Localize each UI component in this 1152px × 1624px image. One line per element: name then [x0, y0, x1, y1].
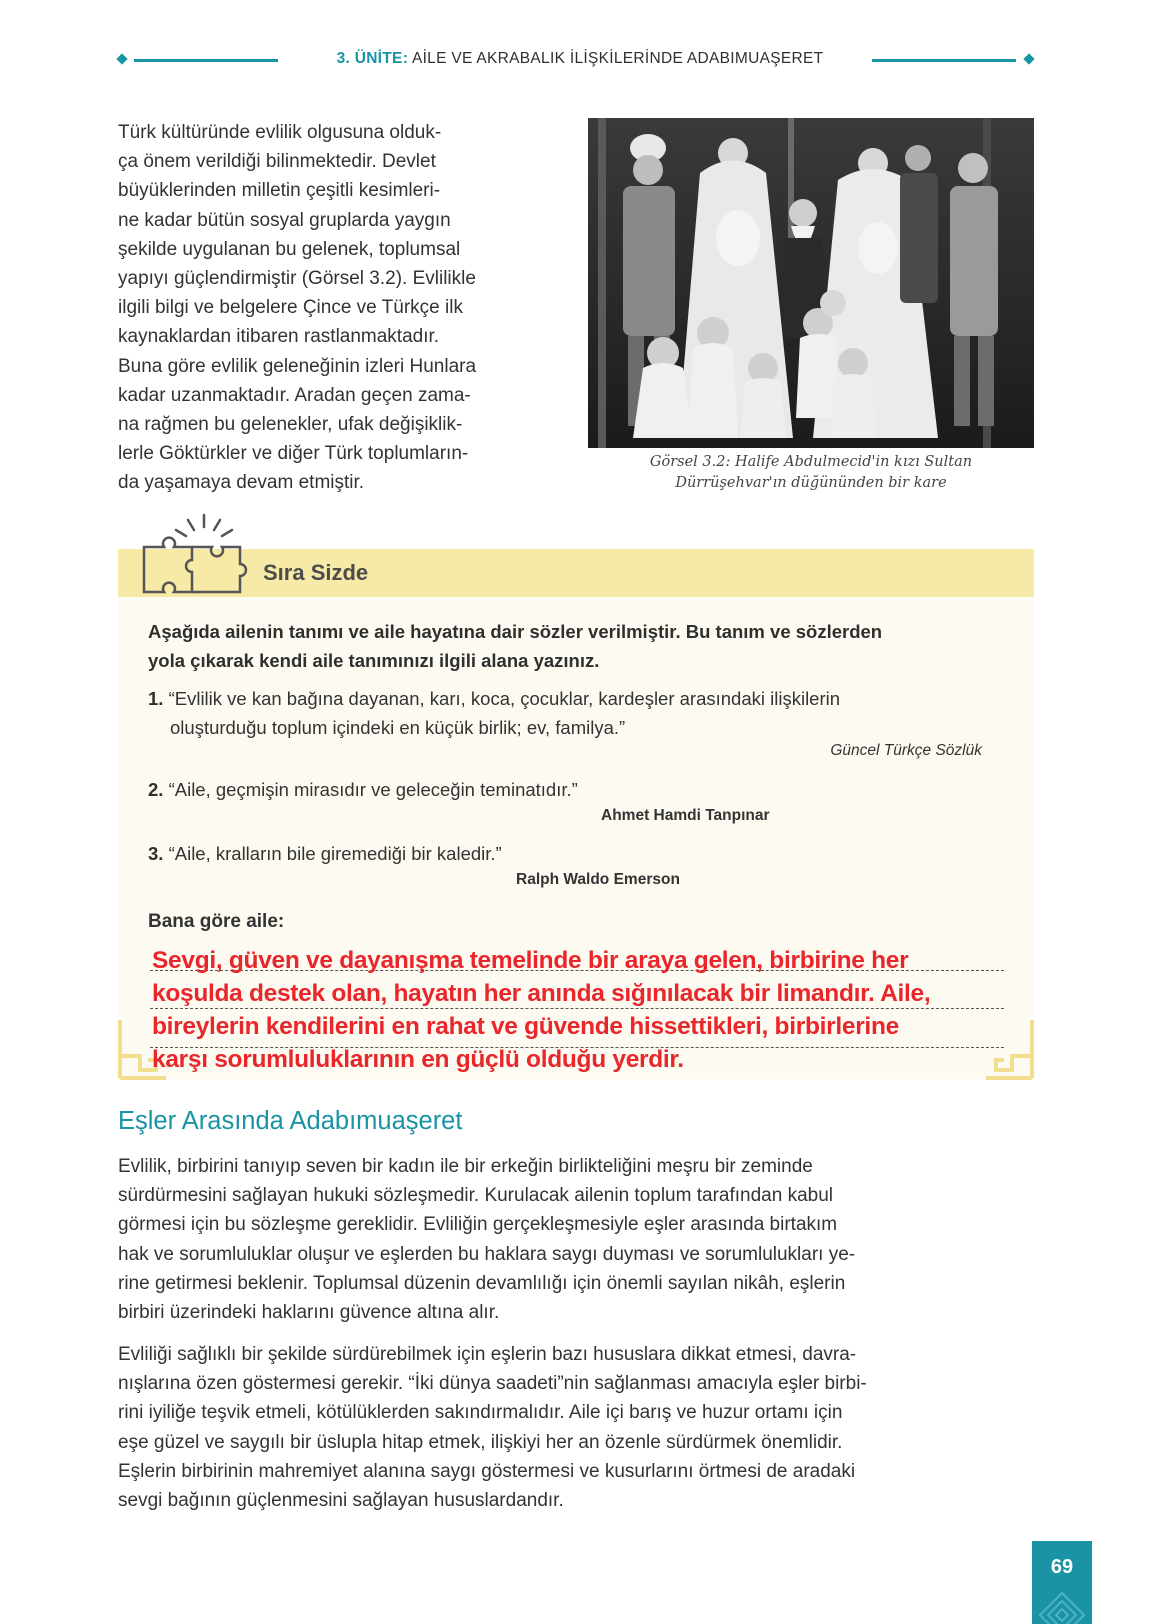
running-header — [290, 50, 870, 68]
intro-line: Türk kültüründe evlilik olgusuna olduk- — [118, 122, 442, 143]
ornament-icon — [1038, 1591, 1086, 1624]
header-diamond-right — [1023, 53, 1034, 64]
quote-source-1: Güncel Türkçe Sözlük — [830, 742, 982, 759]
item-number: 2. — [148, 779, 164, 800]
header-rule-right — [872, 59, 1016, 62]
quote-text-continued: oluşturduğu toplum içindeki en küçük birlik; ev, familya.” — [170, 717, 626, 738]
body-line: Evlilik, birbirini tanıyıp seven bir kadın ile bir erkeğin birlikteliğini meşru bir zeminde — [118, 1156, 813, 1177]
body-line: rine getirmesi beklenir. Toplumsal düzenin devamlılığı için önemli sayılan nikâh, eşlerin — [118, 1272, 846, 1294]
intro-line: da yaşamaya devam etmiştir. — [118, 472, 365, 494]
activity-title-band — [118, 549, 1034, 597]
body-paragraph-1 — [118, 1152, 1034, 1327]
page-number: 69 — [1050, 1556, 1074, 1578]
intro-line: şekilde uygulanan bu gelenek, toplumsal — [118, 238, 461, 260]
body-line: eşe güzel ve saygılı bir üslupla hitap etmek, ilişkiyi her an özenle sürdürmek önemlidir. — [118, 1431, 843, 1453]
intro-line: Buna göre evlilik geleneğinin izleri Hunlara — [118, 355, 477, 377]
section-heading: Eşler Arasında Adabımuaşeret — [118, 1107, 463, 1135]
intro-line: na rağmen bu gelenekler, ufak değişiklik- — [118, 414, 463, 436]
intro-line: ça önem verildiği bilinmektedir. Devlet — [118, 151, 436, 173]
figure-caption — [588, 452, 1034, 494]
quote-item-1 — [148, 684, 1008, 742]
page-number-tab — [1032, 1541, 1092, 1624]
item-number: 3. — [148, 843, 164, 864]
wedding-photo-illustration — [588, 118, 1034, 448]
activity-title: Sıra Sizde — [263, 560, 369, 585]
quote-item-3 — [148, 839, 502, 868]
intro-line: kadar uzanmaktadır. Aradan geçen zama- — [118, 384, 471, 406]
header-diamond-left — [116, 53, 127, 64]
handwritten-answer — [152, 944, 1032, 1076]
body-line: sürdürmesini sağlayan hukuki sözleşmedir. Kurulacak ailenin toplum tarafından kabul — [118, 1185, 833, 1207]
intro-line: lerle Göktürkler ve diğer Türk toplumların- — [118, 443, 469, 465]
instruction-line: Aşağıda ailenin tanımı ve aile hayatına dair sözler verilmiştir. Bu tanım ve sözlerden — [148, 621, 883, 642]
body-line: Evliliği sağlıklı bir şekilde sürdürebilmek için eşlerin bazı hususlara dikkat etmesi, davra- — [118, 1344, 857, 1365]
answer-prompt: Bana göre aile: — [148, 911, 285, 932]
quote-source-3: Ralph Waldo Emerson — [516, 871, 680, 888]
unit-title: AİLE VE AKRABALIK İLİŞKİLERİNDE ADABIMUAŞERET — [411, 50, 824, 67]
intro-line: kaynaklardan itibaren rastlanmaktadır. — [118, 326, 440, 348]
answer-line-text: koşulda destek olan, hayatın her anında sığınılacak bir limandır. Aile, — [152, 980, 931, 1007]
quote-text: “Aile, geçmişin mirasıdır ve geleceğin teminatıdır.” — [168, 779, 578, 800]
activity-instructions — [148, 617, 1008, 675]
intro-line: yapıyı güçlendirmiştir (Görsel 3.2). Evlilikle — [118, 268, 476, 290]
body-line: nışlarına özen göstermesi gerekir. “İki dünya saadeti”nin sağlanması amacıyla eşler birbi- — [118, 1373, 867, 1395]
item-number: 1. — [148, 688, 164, 709]
body-line: birbiri üzerindeki haklarını güvence altına alır. — [118, 1302, 500, 1324]
answer-line-text: bireylerin kendilerini en rahat ve güvende hissettikleri, birbirlerine — [152, 1013, 899, 1040]
puzzle-icon — [140, 512, 252, 604]
answer-line-text: karşı sorumluluklarının en güçlü olduğu yerdir. — [152, 1046, 684, 1073]
quote-text: “Aile, kralların bile giremediği bir kaledir.” — [168, 843, 502, 864]
answer-line-text: Sevgi, güven ve dayanışma temelinde bir araya gelen, birbirine her — [152, 947, 909, 974]
body-line: sevgi bağının güçlenmesini sağlayan hususlardandır. — [118, 1490, 564, 1512]
quote-text: “Evlilik ve kan bağına dayanan, karı, koca, çocuklar, kardeşler arasındaki ilişkilerin — [168, 688, 841, 709]
body-paragraph-2 — [118, 1340, 1034, 1515]
quote-item-2 — [148, 775, 578, 804]
body-line: hak ve sorumluluklar oluşur ve eşlerden bu haklara saygı duyması ve sorumlulukları ye- — [118, 1243, 856, 1265]
intro-line: ilgili bilgi ve belgelere Çince ve Türkçe ilk — [118, 297, 463, 319]
instruction-line: yola çıkarak kendi aile tanımınızı ilgili alana yazınız. — [148, 650, 600, 671]
intro-paragraph — [118, 118, 566, 498]
intro-line: büyüklerinden milletin çeşitli kesimleri- — [118, 180, 441, 202]
body-line: görmesi için bu sözleşme gereklidir. Evliliğin gerçekleşmesiyle eşler arasında birtakım — [118, 1214, 838, 1236]
quote-source-2: Ahmet Hamdi Tanpınar — [601, 807, 770, 824]
caption-line: Görsel 3.2: Halife Abdulmecid'in kızı Sultan — [649, 454, 973, 470]
unit-label: 3. ÜNİTE: — [336, 50, 409, 67]
body-line: rini iyiliğe teşvik etmeli, kötülüklerden sakındırmalıdır. Aile içi barış ve huzur ortamı için — [118, 1402, 843, 1424]
body-line: Eşlerin birbirinin mahremiyet alanına saygı göstermesi ve kusurlarını örtmesi de aradaki — [118, 1460, 856, 1482]
wedding-photo — [588, 118, 1034, 448]
intro-line: ne kadar bütün sosyal gruplarda yaygın — [118, 209, 451, 231]
header-rule-left — [134, 59, 278, 62]
caption-line: Dürrüşehvar'ın düğününden bir kare — [675, 475, 947, 491]
